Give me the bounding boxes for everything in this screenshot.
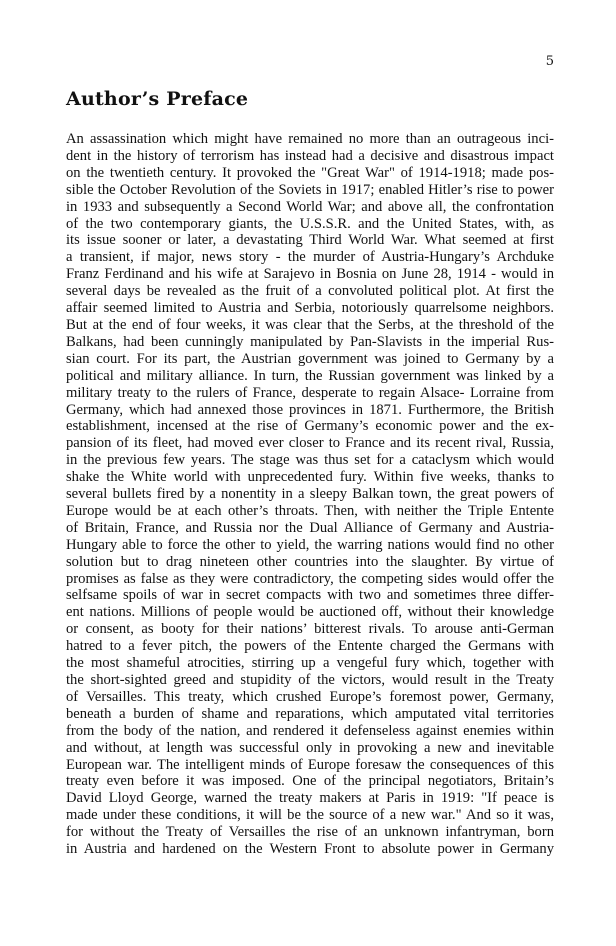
text-line: in the previous few years. The stage was thus set for a cataclysm which would — [66, 452, 554, 469]
text-line: several days be revealed as the fruit of a convoluted political plot. At first the — [66, 283, 554, 300]
text-line: establishment, incensed at the rise of Germany’s economic power and the ex- — [66, 418, 554, 435]
text-line: political and military alliance. In turn, the Russian government was linked by a — [66, 367, 554, 384]
text-line: affair seemed limited to Austria and Serbia, notoriously quarrelsome neighbors. — [66, 300, 554, 317]
page-number: 5 — [545, 54, 554, 69]
text-line: and without, at length was successful only in provoking a new and inevitable — [66, 739, 554, 756]
text-line: the most shameful atrocities, stirring up a vengeful fury which, together with — [66, 655, 554, 672]
text-line: made under these conditions, it will be the source of a new war." And so it was, — [66, 807, 554, 824]
text-line: dent in the history of terrorism has instead had a decisive and disastrous impact — [66, 147, 554, 164]
text-line: of the two contemporary giants, the U.S.S.R. and the United States, with, as — [66, 215, 554, 232]
text-line: Germany, which had annexed those provinces in 1871. Furthermore, the British — [66, 401, 554, 418]
text-line: Hungary able to force the other to yield, the warring nations would find no other — [66, 536, 554, 553]
text-line: But at the end of four weeks, it was clear that the Serbs, at the threshold of the — [66, 316, 554, 333]
text-line: sian court. For its part, the Austrian government was joined to Germany by a — [66, 350, 554, 367]
text-line: several bullets fired by a nonentity in a sleepy Balkan town, the great powers of — [66, 486, 554, 503]
text-line: shake the White world with unprecedented fury. Within five weeks, thanks to — [66, 469, 554, 486]
text-line: Franz Ferdinand and his wife at Sarajevo in Bosnia on June 28, 1914 - would in — [66, 266, 554, 283]
text-line: Europe would be at each other’s throats. Then, with neither the Triple Entente — [66, 502, 554, 519]
text-line: military treaty to the rulers of France, desperate to regain Alsace- Lorraine from — [66, 384, 554, 401]
text-line: of Versailles. This treaty, which crushed Europe’s foremost power, Germany, — [66, 688, 554, 705]
text-line: for without the Treaty of Versailles the rise of an unknown infantryman, born — [66, 824, 554, 841]
text-line: treaty even before it was imposed. One of the principal negotiators, Britain’s — [66, 773, 554, 790]
text-line: from the body of the nation, and rendered it defenseless against enemies within — [66, 722, 554, 739]
text-line: beneath a burden of shame and reparations, which amputated vital territories — [66, 705, 554, 722]
text-line: promises as false as they were contradictory, the competing sides would offer the — [66, 570, 554, 587]
text-line: David Lloyd George, warned the treaty makers at Paris in 1919: "If peace is — [66, 790, 554, 807]
text-line: or consent, as booty for their nations’ bitterest rivals. To arouse anti-German — [66, 621, 554, 638]
text-line: sible the October Revolution of the Soviets in 1917; enabled Hitler’s rise to power — [66, 181, 554, 198]
text-line: ent nations. Millions of people would be auctioned off, without their knowledge — [66, 604, 554, 621]
text-line: European war. The intelligent minds of Europe foresaw the consequences of this — [66, 756, 554, 773]
text-line: An assassination which might have remained no more than an outrageous inci- — [66, 131, 554, 147]
text-line: in Austria and hardened on the Western Front to absolute power in Germany — [66, 841, 554, 858]
body-text — [66, 131, 554, 858]
text-line: its issue sooner or later, a devastating Third World War. What seemed at first — [66, 232, 554, 249]
text-line: solution but to drag nineteen other countries into the slaughter. By virtue of — [66, 553, 554, 570]
text-line: Balkans, had been cunningly manipulated by Pan-Slavists in the imperial Rus- — [66, 333, 554, 350]
text-line: on the twentieth century. It provoked the "Great War" of 1914-1918; made pos- — [66, 164, 554, 181]
text-line: hatred to a fever pitch, the powers of the Entente charged the Germans with — [66, 638, 554, 655]
text-line: a transient, if major, news story - the murder of Austria-Hungary’s Archduke — [66, 249, 554, 266]
text-line: the short-sighted greed and stupidity of the victors, would result in the Treaty — [66, 672, 554, 688]
text-line: selfsame spoils of war in secret compacts with two and sometimes three differ- — [66, 587, 554, 604]
text-line: of Britain, France, and Russia nor the Dual Alliance of Germany and Austria- — [66, 519, 554, 536]
text-line: pansion of its fleet, had moved ever closer to France and its recent rival, Russia, — [66, 435, 554, 452]
page-title: Author’s Preface — [66, 88, 249, 110]
text-line: in 1933 and subsequently a Second World War; and above all, the confrontation — [66, 198, 554, 215]
